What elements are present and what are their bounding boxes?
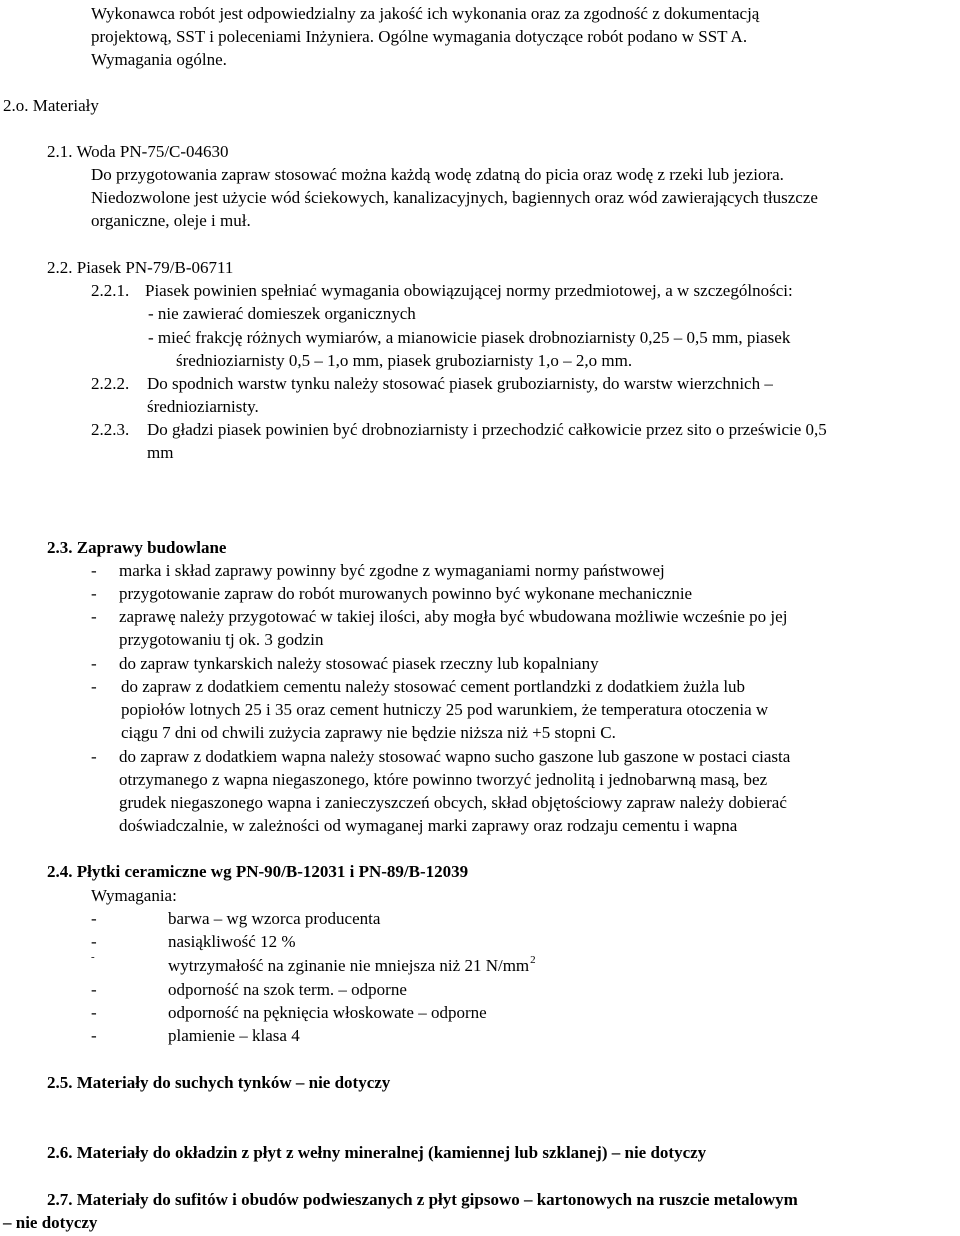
mortar-dash-4: - <box>91 654 97 673</box>
mortar-dash-1: - <box>91 561 97 580</box>
materials-heading: 2.o. Materiały <box>3 96 99 115</box>
sand-p1-num: 2.2.1. <box>91 281 130 300</box>
tiles-dash-6: - <box>91 1026 97 1045</box>
tiles-item-3 <box>168 954 536 980</box>
tiles-item-4: odporność na szok term. – odporne <box>168 980 407 999</box>
mortar-line-6-cont-3: doświadczalnie, w zależności od wymaganej marki zaprawy oraz rodzaju cementu i wapna <box>119 816 738 835</box>
mortar-line-1: marka i skład zaprawy powinny być zgodne z wymaganiami normy państwowej <box>119 561 665 580</box>
tiles-item-2: nasiąkliwość 12 % <box>168 932 296 951</box>
sand-p1-item-2: - mieć frakcję różnych wymiarów, a mianowicie piasek drobnoziarnisty 0,25 – 0,5 mm, piasek <box>148 328 791 347</box>
tiles-item-3-text: wytrzymałość na zginanie nie mniejsza niż 21 N/mm <box>168 956 530 975</box>
tiles-item-1: barwa – wg wzorca producenta <box>168 909 381 928</box>
tiles-dash-3: - <box>91 951 95 963</box>
intro-line-1: Wykonawca robót jest odpowiedzialny za jakość ich wykonania oraz za zgodność z dokumentacją <box>91 4 760 23</box>
section-2-7-heading-cont: – nie dotyczy <box>3 1213 98 1232</box>
water-line-1: Do przygotowania zapraw stosować można każdą wodę zdatną do picia oraz wodę z rzeki lub jeziora. <box>91 165 784 184</box>
mortar-dash-5: - <box>91 677 97 696</box>
tiles-item-3-sup: 2 <box>530 954 536 966</box>
mortar-line-6-cont-1: otrzymanego z wapna niegaszonego, które powinno tworzyć jednolitą i jednobarwną masą, bez <box>119 770 768 789</box>
mortar-line-3: zaprawę należy przygotować w takiej ilości, aby mogła być wbudowana możliwie wcześnie po jej <box>119 607 788 626</box>
tiles-item-5: odporność na pęknięcia włoskowate – odporne <box>168 1003 487 1022</box>
tiles-dash-2: - <box>91 932 97 951</box>
section-2-5-heading: 2.5. Materiały do suchych tynków – nie dotyczy <box>47 1073 391 1092</box>
sand-p3-text: Do gładzi piasek powinien być drobnoziarnisty i przechodzić całkowicie przez sito o prześwicie 0,5 <box>147 420 827 439</box>
mortar-line-2: przygotowanie zapraw do robót murowanych powinno być wykonane mechanicznie <box>119 584 693 603</box>
sand-p1-item-1: - nie zawierać domieszek organicznych <box>148 304 416 323</box>
tiles-dash-4: - <box>91 980 97 999</box>
intro-line-3: Wymagania ogólne. <box>91 50 227 69</box>
water-heading: 2.1. Woda PN-75/C-04630 <box>47 142 229 161</box>
water-line-2: Niedozwolone jest użycie wód ściekowych, kanalizacyjnych, bagiennych oraz wód zawierających tłuszcze <box>91 188 818 207</box>
mortar-line-4: do zapraw tynkarskich należy stosować piasek rzeczny lub kopalniany <box>119 654 599 673</box>
section-2-7-heading: 2.7. Materiały do sufitów i obudów podwieszanych z płyt gipsowo – kartonowych na ruszcie metalowym <box>47 1190 798 1209</box>
sand-p1-item-2-cont: średnioziarnisty 0,5 – 1,o mm, piasek gruboziarnisty 1,o – 2,o mm. <box>176 351 633 370</box>
intro-line-2: projektową, SST i poleceniami Inżyniera. Ogólne wymagania dotyczące robót podano w SST A. <box>91 27 748 46</box>
mortar-dash-3: - <box>91 607 97 626</box>
sand-p2-text: Do spodnich warstw tynku należy stosować piasek gruboziarnisty, do warstw wierzchnich – <box>147 374 773 393</box>
tiles-heading: 2.4. Płytki ceramiczne wg PN-90/B-12031 i PN-89/B-12039 <box>47 862 469 881</box>
mortar-heading: 2.3. Zaprawy budowlane <box>47 538 227 557</box>
sand-p3-cont: mm <box>147 443 174 462</box>
mortar-line-6-cont-2: grudek niegaszonego wapna i zanieczyszczeń obcych, skład objętościowy zapraw należy dobierać <box>119 793 787 812</box>
mortar-line-5-cont-1: popiołów lotnych 25 i 35 oraz cement hutniczy 25 pod warunkiem, że temperatura otoczenia w <box>121 700 769 719</box>
sand-p1-text: Piasek powinien spełniać wymagania obowiązującej normy przedmiotowej, a w szczególności: <box>145 281 793 300</box>
tiles-requirements-label: Wymagania: <box>91 886 177 905</box>
sand-p2-cont: średnioziarnisty. <box>147 397 259 416</box>
section-2-6-heading: 2.6. Materiały do okładzin z płyt z wełny mineralnej (kamiennej lub szklanej) – nie dotyczy <box>47 1143 707 1162</box>
mortar-dash-6: - <box>91 747 97 766</box>
tiles-dash-5: - <box>91 1003 97 1022</box>
mortar-line-5: do zapraw z dodatkiem cementu należy stosować cement portlandzki z dodatkiem żużla lub <box>121 677 746 696</box>
mortar-dash-2: - <box>91 584 97 603</box>
sand-p3-num: 2.2.3. <box>91 420 130 439</box>
water-line-3: organiczne, oleje i muł. <box>91 211 251 230</box>
mortar-line-5-cont-2: ciągu 7 dni od chwili zużycia zaprawy nie będzie niższa niż +5 stopni C. <box>121 723 616 742</box>
mortar-line-3-cont: przygotowaniu tj ok. 3 godzin <box>119 630 324 649</box>
sand-p2-num: 2.2.2. <box>91 374 130 393</box>
tiles-item-6: plamienie – klasa 4 <box>168 1026 300 1045</box>
tiles-dash-1: - <box>91 909 97 928</box>
sand-heading: 2.2. Piasek PN-79/B-06711 <box>47 258 234 277</box>
mortar-line-6: do zapraw z dodatkiem wapna należy stosować wapno sucho gaszone lub gaszone w postaci ciasta <box>119 747 791 766</box>
